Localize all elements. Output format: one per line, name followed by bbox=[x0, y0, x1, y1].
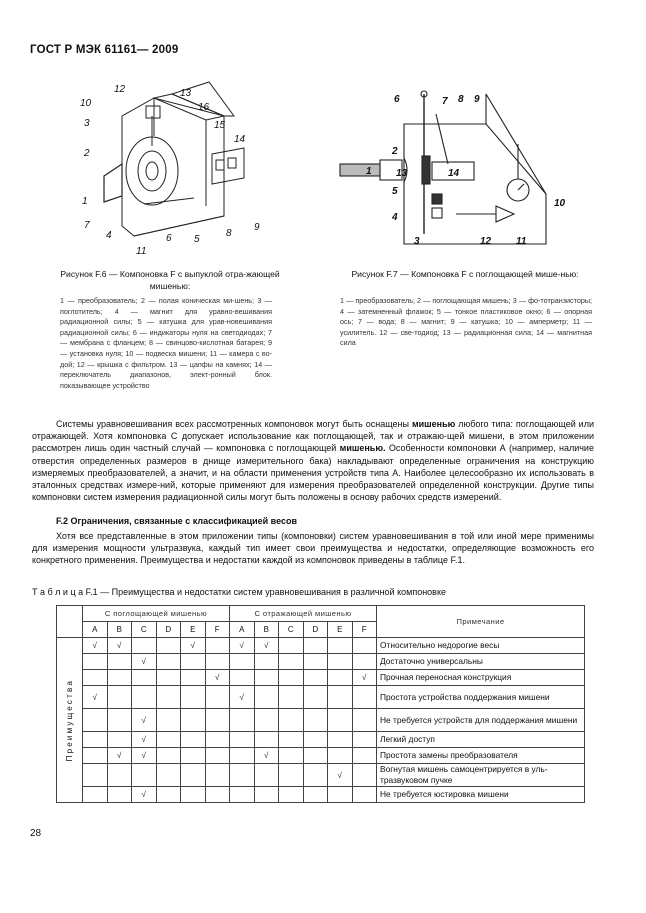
empty-cell bbox=[254, 787, 279, 803]
check-mark-cell: √ bbox=[230, 638, 255, 654]
empty-cell bbox=[205, 686, 230, 709]
empty-cell bbox=[107, 787, 132, 803]
empty-cell bbox=[254, 670, 279, 686]
fig6-label: 16 bbox=[198, 102, 210, 113]
note-cell: Прочная переносная конструкция bbox=[377, 670, 585, 686]
check-mark-cell: √ bbox=[83, 638, 108, 654]
check-mark-cell: √ bbox=[132, 709, 157, 732]
body-paragraph-1 bbox=[32, 418, 594, 503]
empty-cell bbox=[279, 670, 304, 686]
group-header-reflecting: С отражающей мишенью bbox=[230, 606, 377, 622]
empty-cell bbox=[328, 638, 353, 654]
column-header: Е bbox=[181, 622, 206, 638]
empty-cell bbox=[205, 732, 230, 748]
empty-cell bbox=[352, 748, 377, 764]
column-header: В bbox=[107, 622, 132, 638]
empty-cell bbox=[279, 686, 304, 709]
section-heading: F.2 Ограничения, связанные с классификацией весов bbox=[56, 516, 298, 526]
check-mark-cell: √ bbox=[181, 638, 206, 654]
note-cell: Относительно недорогие весы bbox=[377, 638, 585, 654]
fig7-label: 9 bbox=[474, 94, 480, 105]
table-body bbox=[57, 606, 585, 803]
table-row bbox=[57, 709, 585, 732]
body-paragraph-2 bbox=[32, 530, 594, 567]
empty-cell bbox=[181, 709, 206, 732]
empty-cell bbox=[156, 654, 181, 670]
bold-term: мишенью. bbox=[339, 443, 386, 454]
empty-cell bbox=[181, 654, 206, 670]
fig7-label: 3 bbox=[414, 236, 420, 247]
fig6-label: 2 bbox=[84, 148, 90, 159]
empty-cell bbox=[352, 686, 377, 709]
page-number: 28 bbox=[30, 828, 42, 839]
note-cell: Достаточно универсальны bbox=[377, 654, 585, 670]
fig7-label: 11 bbox=[516, 236, 527, 247]
figure-f7-caption: Рисунок F.7 — Компоновка F с поглощающей мише-нью: bbox=[351, 269, 579, 279]
fig6-label: 10 bbox=[80, 98, 92, 109]
column-header: С bbox=[132, 622, 157, 638]
fig6-label: 5 bbox=[194, 234, 200, 245]
paragraph-text: Хотя все представленные в этом приложении типы (компоновки) систем уравновешивания в той или иной мере применимы для измерения мощности ультразвука, каждый тип имеет свои преимущества и недостатки, определяющие возможность его конкретного применения. Преимущества и недостатки каждой из компоновок приведены в таблице F.1. bbox=[32, 531, 594, 566]
fig7-label: 14 bbox=[448, 168, 460, 179]
fig7-label: 6 bbox=[394, 94, 400, 105]
table-row bbox=[57, 654, 585, 670]
empty-cell bbox=[181, 748, 206, 764]
table-row bbox=[57, 787, 585, 803]
fig7-label: 12 bbox=[480, 236, 492, 247]
empty-cell bbox=[83, 748, 108, 764]
table-row bbox=[57, 686, 585, 709]
column-header: А bbox=[230, 622, 255, 638]
fig6-label: 9 bbox=[254, 222, 260, 233]
check-mark-cell: √ bbox=[132, 654, 157, 670]
empty-cell bbox=[230, 787, 255, 803]
empty-cell bbox=[328, 787, 353, 803]
fig6-label: 14 bbox=[234, 134, 246, 145]
document-header: ГОСТ Р МЭК 61161— 2009 bbox=[30, 44, 179, 56]
table-row bbox=[57, 748, 585, 764]
fig6-label: 8 bbox=[226, 228, 232, 239]
paragraph-text: любого типа: поглощающей или отражающей. Хотя компоновка С допускает использование как поглощающей, так и отражаю-щей мишени, в этом приложении рассмотрен лишь один частный случай — компоновка с поглощающей bbox=[32, 419, 594, 454]
check-mark-cell: √ bbox=[132, 748, 157, 764]
check-mark-cell: √ bbox=[254, 748, 279, 764]
empty-cell bbox=[279, 709, 304, 732]
fig7-label: 5 bbox=[392, 186, 398, 197]
check-mark-cell: √ bbox=[352, 670, 377, 686]
fig6-label: 12 bbox=[114, 84, 126, 95]
column-header: А bbox=[83, 622, 108, 638]
empty-cell bbox=[352, 638, 377, 654]
figure-f6-legend: 1 — преобразователь; 2 — полая коническая ми-шень; 3 — поглотитель; 4 — магнит для уравно-вешивания радиационной силы; 5 — катушка для урав-новешивания радиационной силы; 6 — индикаторы нуля на светодиодах; 7 — мембрана с фланцем; 8 — свинцово-кислотная батарея; 9 — установка нуля; 10 — подвеска мишени; 11 — камера с во-дой; 12 — крышка с фильтром. 13 — цапфы на камнях; 14 — переключатель диапазонов, элект-ронный блок. показывающее устройство bbox=[60, 296, 272, 390]
empty-cell bbox=[83, 654, 108, 670]
figure-f6-caption: Рисунок F.6 — Компоновка F с выпуклой отра-жающей мишенью: bbox=[60, 269, 280, 291]
empty-cell bbox=[132, 670, 157, 686]
check-mark-cell: √ bbox=[205, 670, 230, 686]
fig7-label: 7 bbox=[442, 96, 448, 107]
empty-cell bbox=[303, 764, 328, 787]
empty-cell bbox=[107, 732, 132, 748]
empty-cell bbox=[254, 686, 279, 709]
empty-cell bbox=[83, 787, 108, 803]
empty-cell bbox=[156, 709, 181, 732]
empty-cell bbox=[352, 764, 377, 787]
table-f1 bbox=[56, 605, 585, 803]
empty-cell bbox=[156, 686, 181, 709]
empty-cell bbox=[303, 732, 328, 748]
empty-cell bbox=[181, 670, 206, 686]
empty-cell bbox=[328, 748, 353, 764]
empty-cell bbox=[132, 686, 157, 709]
empty-cell bbox=[279, 787, 304, 803]
fig6-label: 15 bbox=[214, 120, 226, 131]
empty-cell bbox=[132, 764, 157, 787]
empty-cell bbox=[230, 654, 255, 670]
empty-cell bbox=[279, 748, 304, 764]
fig7-label: 13 bbox=[396, 168, 408, 179]
empty-cell bbox=[352, 709, 377, 732]
empty-cell bbox=[279, 732, 304, 748]
fig6-label: 1 bbox=[82, 196, 88, 207]
fig7-label: 8 bbox=[458, 94, 464, 105]
column-header: Е bbox=[328, 622, 353, 638]
empty-cell bbox=[181, 787, 206, 803]
empty-cell bbox=[352, 732, 377, 748]
empty-cell bbox=[107, 686, 132, 709]
empty-cell bbox=[352, 787, 377, 803]
fig6-label: 4 bbox=[106, 230, 112, 241]
empty-cell bbox=[156, 670, 181, 686]
fig7-label: 2 bbox=[392, 146, 398, 157]
column-header: F bbox=[352, 622, 377, 638]
empty-cell bbox=[303, 654, 328, 670]
figure-f6-drawing bbox=[74, 76, 284, 256]
paragraph-text: Особенности компоновки А (например, наличие отверстия определенных размеров в днище измерительного бака) накладывают определенные ограничения на конструкцию измеряемых преобразователей, а значит, и на области применения устройств типа А. Наиболее целесообразно их использовать в эталонных средствах измере-ний, которые применяют для измерения преобразователей определенной конструкции. Другие типы компоновки систем измерения радиационной силы могут быть положены в основу рабочих средств измерений. bbox=[32, 443, 594, 503]
check-mark-cell: √ bbox=[328, 764, 353, 787]
empty-cell bbox=[205, 748, 230, 764]
figure-f7-legend: 1 — преобразователь; 2 — поглощающая мишень; 3 — фо-тотранзисторы; 4 — затемненный флажок; 5 — тонкое пластиковое окно; 6 — опорная ось; 7 — вода; 8 — магнит; 9 — катушка; 10 — амперметр; 11 — усилитель. 12 — све-тодиод; 13 — радиационная сила; 14 — магнитная сила bbox=[340, 296, 592, 348]
empty-cell bbox=[181, 764, 206, 787]
empty-cell bbox=[303, 748, 328, 764]
empty-cell bbox=[254, 732, 279, 748]
empty-cell bbox=[254, 709, 279, 732]
note-cell: Простота устройства поддержания мишени bbox=[377, 686, 585, 709]
empty-cell bbox=[352, 654, 377, 670]
empty-cell bbox=[181, 686, 206, 709]
paragraph-text: Системы уравновешивания всех рассмотренных компоновок могут быть оснащены bbox=[56, 419, 409, 429]
check-mark-cell: √ bbox=[254, 638, 279, 654]
table-corner bbox=[57, 606, 83, 638]
empty-cell bbox=[230, 670, 255, 686]
fig7-label: 10 bbox=[554, 198, 566, 209]
empty-cell bbox=[230, 709, 255, 732]
empty-cell bbox=[107, 654, 132, 670]
empty-cell bbox=[328, 670, 353, 686]
empty-cell bbox=[107, 709, 132, 732]
empty-cell bbox=[156, 732, 181, 748]
empty-cell bbox=[303, 686, 328, 709]
side-label: Преимущества bbox=[65, 678, 74, 762]
empty-cell bbox=[279, 654, 304, 670]
note-cell: Легкий доступ bbox=[377, 732, 585, 748]
empty-cell bbox=[205, 654, 230, 670]
note-header: Примечание bbox=[377, 606, 585, 638]
empty-cell bbox=[83, 670, 108, 686]
empty-cell bbox=[181, 732, 206, 748]
empty-cell bbox=[279, 764, 304, 787]
fig6-label: 3 bbox=[84, 118, 90, 129]
empty-cell bbox=[230, 764, 255, 787]
fig6-label: 7 bbox=[84, 220, 90, 231]
fig7-label: 4 bbox=[392, 212, 398, 223]
empty-cell bbox=[156, 748, 181, 764]
empty-cell bbox=[303, 709, 328, 732]
table-row bbox=[57, 638, 585, 654]
empty-cell bbox=[230, 732, 255, 748]
bold-term: мишенью bbox=[411, 419, 456, 429]
empty-cell bbox=[328, 654, 353, 670]
empty-cell bbox=[156, 764, 181, 787]
table-row bbox=[57, 670, 585, 686]
note-cell: Не требуется устройств для поддержания мишени bbox=[377, 709, 585, 732]
column-header: D bbox=[303, 622, 328, 638]
table-row bbox=[57, 764, 585, 787]
column-header: В bbox=[254, 622, 279, 638]
figure-f6 bbox=[74, 76, 284, 256]
table-caption: Т а б л и ц а F.1 — Преимущества и недостатки систем уравновешивания в различной компоновке bbox=[32, 587, 446, 597]
empty-cell bbox=[156, 638, 181, 654]
empty-cell bbox=[254, 654, 279, 670]
empty-cell bbox=[303, 787, 328, 803]
empty-cell bbox=[328, 709, 353, 732]
side-label-cell bbox=[57, 638, 83, 803]
empty-cell bbox=[205, 709, 230, 732]
empty-cell bbox=[83, 764, 108, 787]
empty-cell bbox=[303, 638, 328, 654]
empty-cell bbox=[230, 748, 255, 764]
empty-cell bbox=[303, 670, 328, 686]
check-mark-cell: √ bbox=[107, 638, 132, 654]
fig6-label: 11 bbox=[136, 246, 147, 256]
note-cell: Вогнутая мишень самоцентрируется в уль-тразвуковом пучке bbox=[377, 764, 585, 787]
fig7-label: 1 bbox=[366, 166, 372, 177]
empty-cell bbox=[205, 764, 230, 787]
empty-cell bbox=[279, 638, 304, 654]
check-mark-cell: √ bbox=[132, 732, 157, 748]
empty-cell bbox=[83, 732, 108, 748]
empty-cell bbox=[107, 764, 132, 787]
empty-cell bbox=[156, 787, 181, 803]
empty-cell bbox=[254, 764, 279, 787]
note-cell: Простота замены преобразователя bbox=[377, 748, 585, 764]
group-header-absorbing: С поглощающей мишенью bbox=[83, 606, 230, 622]
empty-cell bbox=[132, 638, 157, 654]
empty-cell bbox=[205, 638, 230, 654]
check-mark-cell: √ bbox=[230, 686, 255, 709]
check-mark-cell: √ bbox=[83, 686, 108, 709]
note-cell: Не требуется юстировка мишени bbox=[377, 787, 585, 803]
fig6-label: 6 bbox=[166, 233, 172, 244]
figure-f7 bbox=[336, 84, 576, 254]
check-mark-cell: √ bbox=[132, 787, 157, 803]
column-header: F bbox=[205, 622, 230, 638]
empty-cell bbox=[83, 709, 108, 732]
fig6-label: 13 bbox=[180, 88, 192, 99]
empty-cell bbox=[107, 670, 132, 686]
column-header: D bbox=[156, 622, 181, 638]
empty-cell bbox=[205, 787, 230, 803]
column-header: С bbox=[279, 622, 304, 638]
empty-cell bbox=[328, 686, 353, 709]
empty-cell bbox=[328, 732, 353, 748]
figure-f7-drawing bbox=[336, 84, 576, 254]
table-row bbox=[57, 732, 585, 748]
check-mark-cell: √ bbox=[107, 748, 132, 764]
